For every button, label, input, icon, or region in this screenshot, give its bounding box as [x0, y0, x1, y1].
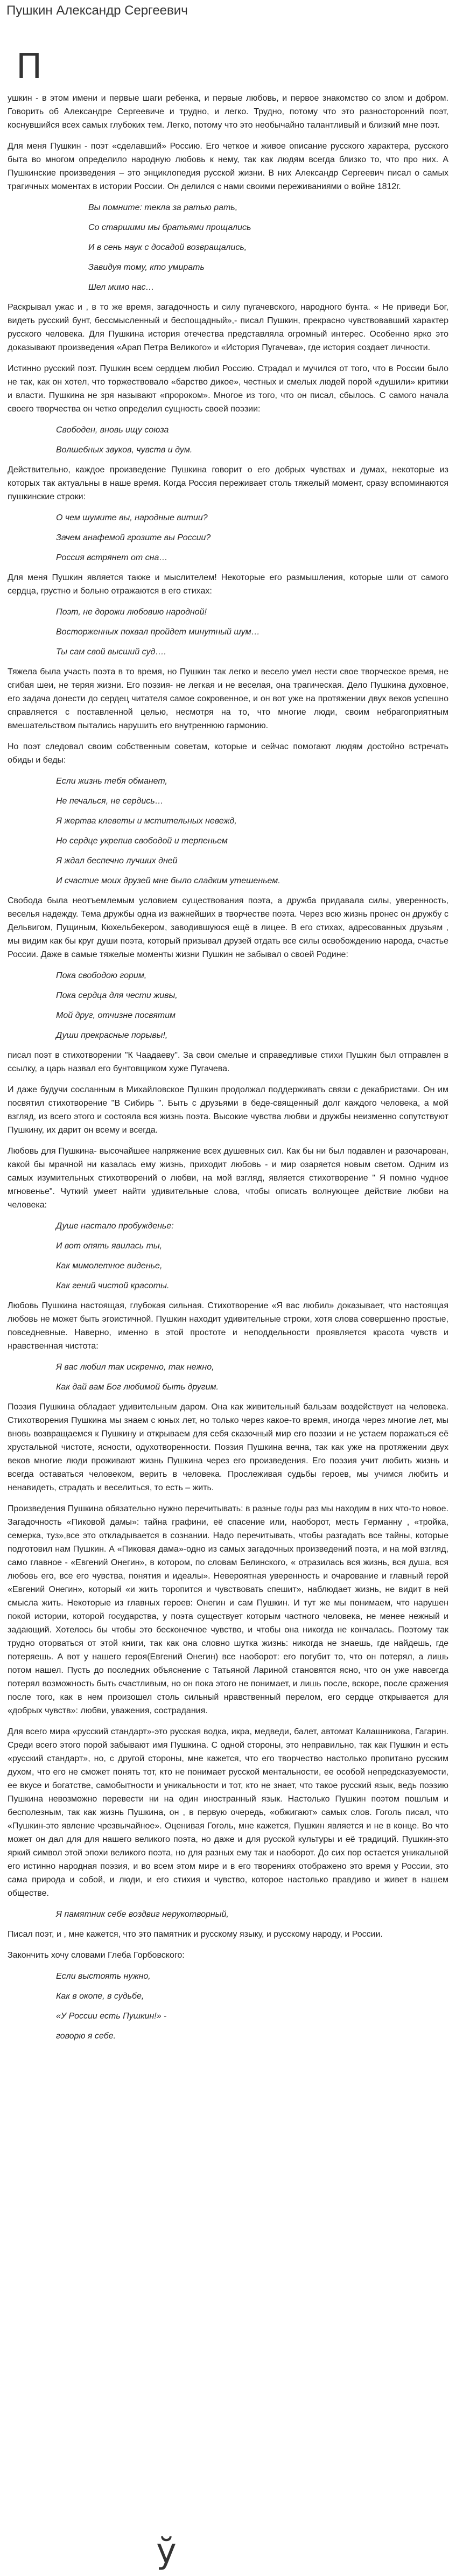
verse-line: «У России есть Пушкин!» -: [56, 2012, 167, 2021]
paragraph: Раскрывал ужас и , в то же время, загадочность и силу пугачевского, народного бунта. « Не приведи Бог, видеть русский бунт, бессмысленный и беспощадный»,- писал Пушкин, прекрасно чувствовавший характер русского человека. Для Пушкина история отечества представляла огромный интерес. Особенно ярко это доказывают произведения «Арап Петра Великого» и «История Пугачева», где история создает личности.: [8, 303, 448, 352]
verse-line: Свободен, вновь ищу союза: [56, 425, 169, 435]
verse-line: И вот опять явилась ты,: [56, 1241, 163, 1251]
verse-line: Я памятник себе воздвиг нерукотворный,: [56, 1910, 229, 1919]
verse-line: Вы помните: текла за ратью рать,: [88, 203, 238, 212]
paragraph: Произведения Пушкина обязательно нужно перечитывать: в разные годы раз мы находим в них что-то новое. Загадочность «Пиковой дамы»: тайна графини, её спасение или, наоборот, месть Германну , «тройка, семерка, туз»,все это откладывается в сознании. Надо перечитывать, чтобы разгадать все тайны, которые подготовил нам Пушкин. А «Пиковая дама»-одно из самых загадочных произведений поэта, и на мой взгляд, само главное - «Евгений Онегин», в котором, по словам Белинского, « отразилась вся жизнь, вся душа, вся любовь его, все его чувства, понятия и идеалы». Невероятная уверенность и очарование и главный герой «Евгений Онегин», который «и жить торопится и чувствовать спешит», наблюдает жизнь, не видит в ней смысла жить. Некоторые из главных героев: Онегин и сам Пушкин. И тут же мы понимаем, что нарушен покой истории, которой государства, у поэта существует которым частного человека, не менее нежный и задающий. Хотелось бы чтобы это бесконечное чувство, и чтобы она никогда не кончалась. Поэтому так трудно оторваться от этой книги, так как она словно шутка жизнь: никогда не знаешь, где найдешь, где потеряешь. А вот у нашего героя(Евгений Онегин) все наоборот: его погубит то, что он потерял, а лишь потом нашел. Пусть до последних объяснение с Татьяной Лариной становятся ясно, что он уже навсегда потерял возможность быть счастливым, но он пока этого не понимает, и лишь после, вскоре, после сражения после того, как в нем произошел столь сильный нравственный перелом, его сердце открывается для «добрых чувств»: любви, уважения, сострадания.: [8, 1504, 448, 1715]
verse-line: Не печалься, не сердись…: [56, 797, 164, 806]
paragraph: Писал поэт, и , мне кажется, что это памятник и русскому языку, и русскому народу, и России.: [8, 1930, 383, 1939]
verse-line: Как в окопе, в судьбе,: [56, 1992, 144, 2001]
verse-line: Завидуя тому, кто умирать: [88, 263, 205, 272]
page-title: Пушкин Александр Сергеевич: [6, 3, 188, 18]
verse-line: Шел мимо нас…: [88, 283, 155, 292]
verse-line: Мой друг, отчизне посвятим: [56, 1011, 176, 1020]
paragraph: Но поэт следовал своим собственным советам, которые и сейчас помогают людям достойно встречать обиды и беды:: [8, 742, 448, 765]
paragraph: Поэзия Пушкина обладает удивительным даром. Она как живительный бальзам воздействует на человека. Стихотворения Пушкина мы знаем с юных лет, но только через какое-то время, иногда через многие лет, мы вновь возвращаемся к Пушкину и открываем для себя сказочный мир его поэзии и не устаем поражаться её хрустальной чистоте, ясности, одухотворенности. Поэзия Пушкина вечна, так как уже на протяжении двух веков многие люди проживают жизнь Пушкина через его произведения. Его поэзия учит любить жизнь и всегда оставаться человеком, верить в человека. Прослеживая судьбы героев, мы учимся любить и ненавидеть, страдать и веселиться, то есть – жить.: [8, 1402, 448, 1492]
verse-line: Пока сердца для чести живы,: [56, 991, 178, 1000]
paragraph: ушкин - в этом имени и первые шаги ребенка, и первые любовь, и первое знакомство со злом и добром. Говорить об Александре Сергеевиче и трудно, и легко. Трудно, потому что это разносторонний поэт, коснувшийся всех самых глубоких тем. Легко, потому что это необычайно талантливый и близкий мне поэт.: [8, 94, 448, 130]
verse-line: Если выстоять нужно,: [56, 1972, 151, 1981]
verse-line: Зачем анафемой грозите вы России?: [56, 533, 211, 542]
paragraph: И даже будучи сосланным в Михайловское Пушкин продолжал поддерживать связи с декабристами. Он им посвятил стихотворение "В Сибирь ". Быть с друзьями в беде-священный долг каждого человека, а мой взгляд, из всего этого и состояла вся жизнь поэта. Высокие чувства любви и дружбы неизменно сопутствуют Пушкину, их дарит он всему и всегда.: [8, 1085, 448, 1135]
verse-line: Волшебных звуков, чувств и дум.: [56, 445, 193, 455]
verse-line: Со старшими мы братьями прощались: [88, 223, 251, 232]
paragraph: Любовь Пушкина настоящая, глубокая сильная. Стихотворение «Я вас любил» доказывает, что настоящая любовь не может быть эгоистичной. Пушкин находит удивительные строки, хотя слова совершенно простые, повседневные. Наверно, именно в этой простоте и неподдельности проявляется красота чувств и нравственная чистота:: [8, 1301, 448, 1351]
drop-cap: П: [16, 47, 43, 87]
verse-line: Ты сам свой высший суд….: [56, 647, 166, 657]
verse-line: Восторженных похвал пройдет минутный шум…: [56, 627, 260, 637]
paragraph: Тяжела была участь поэта в то время, но Пушкин так легко и весело умел нести свое творческое время, не сгибая шеи, не теряя жизни. Его поэзия- не легкая и не веселая, она трагическая. Дело Пушкина духовное, его задача донести до сердец читателя самое сокровенное, и он вот уже на протяжении двух веков успешно справляется с поставленной целью, несмотря на то, что многие люди, своим небрагоприятным вмешательством пытались нарушить его внутреннюю гармонию.: [8, 667, 448, 730]
verse-line: О чем шумите вы, народные витии?: [56, 513, 208, 522]
verse-line: Если жизнь тебя обманет,: [56, 777, 167, 786]
verse-line: Как гений чистой красоты.: [56, 1281, 170, 1290]
paragraph: Для всего мира «русский стандарт»-это русская водка, икра, медведи, балет, автомат Калашникова, Гагарин. Среди всего этого порой забывают имя Пушкина. С одной стороны, это неправильно, так как Пушкин и есть «русский стандарт», но, с другой стороны, мне кажется, что его творчество настолько пропитано русским духом, что его не сможет понять тот, кто не понимает русской ментальности, ее особой непредсказуемости, ее вкусе и богатстве, самобытности и уникальности и тот, кто не знает, что такое русский язык, ведь поэзию Пушкина невозможно перевести ни на один иностранный язык. Настолько Пушкин поэтом пошлым и бесполезным, так как жизнь Пушкина, он , в первую очередь, «обжигают» самых слов. Гоголь писал, что «Пушкин-это явление чрезвычайное». Оценивая Гоголь, мне кажется, Пушкин является и не в конце. Во что может он дал для для нашего великого поэта, но даже и для русской культуры и её традиций. Пушкин-это яркий символ этой эпохи великого поэта, но для разных ему так и наоборот. До сих пор остается уникальной его истинно народная поэзия, и во всем этом мире и в его творениях отображено это время у России, это сама природа и собой, и люди, и его стихия и чувство, которое настолько правдиво и живет в нашем обществе.: [8, 1727, 448, 1898]
paragraph: Действительно, каждое произведение Пушкина говорит о его добрых чувствах и думах, некоторые из которых так актуальны в наше время. Когда Россия переживает столь тяжелый момент, сразу вспоминаются пушкинские строки:: [8, 465, 448, 501]
verse-line: И в сень наук с досадой возвращались,: [88, 243, 247, 252]
paragraph: Для меня Пушкин - поэт «сделавший» Россию. Его четкое и живое описание русского характера, русского быта во многом определило народную любовь к нему, так как людям всегда близко то, что про них. А Пушкинские произведения – это энциклопедия русской жизни. В них Александр Сергеевич писал о самых трагичных моментах в истории России. Он делился с нами своими переживаниями о войне 1812г.: [8, 142, 448, 191]
article-body: [8, 92, 448, 2504]
verse-line: Россия встрянет от сна…: [56, 553, 168, 562]
decorative-glyph: ў: [156, 2531, 177, 2571]
paragraph: Закончить хочу словами Глеба Горбовского:: [8, 1951, 185, 1960]
paragraph: Истинно русский поэт. Пушкин всем сердцем любил Россию. Страдал и мучился от того, что в России было не так, как он хотел, что торжествовало «барство дикое», честных и смелых людей порой «душили» критики и власти. Пушкина не зря называют «пророком». Многое из того, что он писал, сбылось. С самого начала своего творчества он четко определил сущность своей поэзии:: [8, 364, 448, 414]
verse-line: Как мимолетное виденье,: [56, 1261, 163, 1270]
paragraph: Свобода была неотъемлемым условием существования поэта, а дружба придавала силы, уверенность, веселья надежду. Тема дружбы одна из важнейших в творчестве поэта. Через всю жизнь пронес он дружбу с Дельвигом, Пущиным, Кюхельбекером, заводившуюся ещё в лицее. В его стихах, адресованных друзьям , мы видим как бы круг души поэта, который призывал друзей отдать все силы освобождению народа, счастье России. Даже в самые тяжелые моменты жизни Пушкин не забывал о своей Родине:: [8, 896, 448, 959]
verse-line: Я жертва клеветы и мстительных невежд,: [56, 816, 237, 826]
verse-line: Я вас любил так искренно, так нежно,: [56, 1363, 214, 1372]
paragraph: Любовь для Пушкина- высочайшее напряжение всех душевных сил. Как бы ни был подавлен и разочарован, какой бы мрачной ни казалась ему жизнь, приходит любовь - и мир озаряется новым светом. Одним из самых изумительных стихотворений о любви, на мой взгляд, является стихотворение " Я помню чудное мгновенье". Чуткий умеет найти удивительные слова, чтобы описать волнующее действие любви на человека:: [8, 1147, 448, 1210]
paragraph: Для меня Пушкин является также и мыслителем! Некоторые его размышления, которые шли от самого сердца, грустно и больно отражаются в его стихах:: [8, 573, 448, 596]
verse-line: И счастие моих друзей мне было сладким утешеньем.: [56, 876, 280, 885]
verse-line: Как дай вам Бог любимой быть другим.: [56, 1383, 219, 1392]
verse-line: Души прекрасные порывы!,: [56, 1031, 168, 1040]
verse-line: Душе настало пробужденье:: [56, 1221, 174, 1231]
paragraph: писал поэт в стихотворении "К Чаадаеву". За свои смелые и справедливые стихи Пушкин был отправлен в ссылку, а царь назвал его бунтовщиком хуже Пугачева.: [8, 1051, 448, 1073]
verse-line: Пока свободою горим,: [56, 971, 147, 980]
verse-line: Поэт, не дорожи любовию народной!: [56, 608, 207, 617]
verse-line: Но сердце укрепив свободой и терпеньем: [56, 836, 228, 846]
verse-line: Я ждал беспечно лучших дней: [56, 856, 178, 865]
verse-line: говорю я себе.: [56, 2032, 116, 2041]
